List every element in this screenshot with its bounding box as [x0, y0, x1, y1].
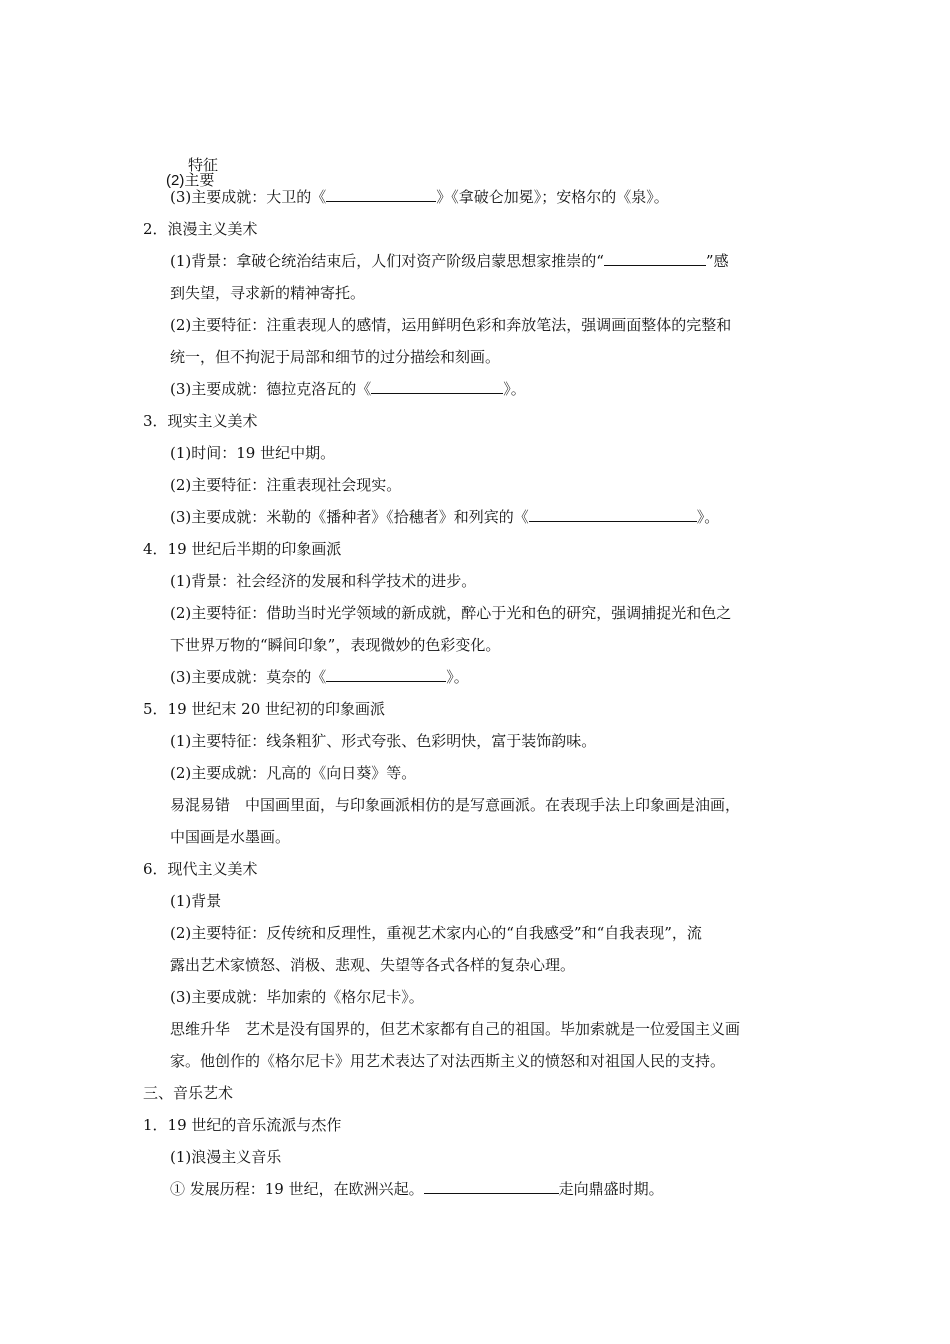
- section-2-title: 2．浪漫主义美术: [143, 220, 258, 238]
- s4-item-3-text-a: (3)主要成就：莫奈的《: [170, 668, 327, 686]
- s5-item-2: (2)主要成就：凡高的《向日葵》等。: [170, 764, 417, 782]
- s2-item-1-text-a: (1)背景：拿破仑统治结束后，人们对资产阶级启蒙思想家推崇的“: [170, 252, 604, 270]
- fragment-text-2: (2)主要: [166, 172, 215, 189]
- answer-blank[interactable]: [371, 379, 503, 394]
- s2-item-3-text-a: (3)主要成就：德拉克洛瓦的《: [170, 380, 372, 398]
- fragment-text-1: 特征: [188, 156, 219, 174]
- s4-item-2: (2)主要特征：借助当时光学领域的新成就，醉心于光和色的研究，强调捕捉光和色之: [170, 604, 732, 622]
- answer-blank[interactable]: [326, 667, 446, 682]
- s5-note-cont: 中国画是水墨画。: [170, 828, 291, 846]
- s3-item-3: [170, 507, 719, 527]
- answer-blank[interactable]: [424, 1179, 559, 1194]
- s5-note: 易混易错 中国画里面，与印象画派相仿的是写意画派。在表现手法上印象画是油画，: [170, 796, 741, 814]
- m1-item-1a-text-b: 走向鼎盛时期。: [558, 1180, 664, 1198]
- s6-note-cont: 家。他创作的《格尔尼卡》用艺术表达了对法西斯主义的愤怒和对祖国人民的支持。: [170, 1052, 726, 1070]
- s2-item-2-cont: 统一，但不拘泥于局部和细节的过分描绘和刻画。: [170, 348, 501, 366]
- s4-item-3-text-b: 》。: [446, 668, 469, 686]
- answer-blank[interactable]: [529, 507, 697, 522]
- m1-item-1a: [170, 1179, 664, 1199]
- section-6-title: 6．现代主义美术: [143, 860, 258, 878]
- m1-item-1a-text-a: ① 发展历程：19 世纪，在欧洲兴起。: [170, 1180, 424, 1198]
- section-4-title: 4．19 世纪后半期的印象画派: [143, 540, 342, 558]
- s1-item-3-text-b: 》《拿破仑加冕》；安格尔的《泉》。: [436, 188, 669, 206]
- m1-item-1: (1)浪漫主义音乐: [170, 1148, 282, 1166]
- s3-item-1: (1)时间：19 世纪中期。: [170, 444, 336, 462]
- section-3-title: 3．现实主义美术: [143, 412, 258, 430]
- s4-item-3: [170, 667, 469, 687]
- s2-item-3-text-b: 》。: [503, 380, 526, 398]
- s2-item-1: [170, 251, 729, 271]
- section-5-title: 5．19 世纪末 20 世纪初的印象画派: [143, 700, 386, 718]
- s6-note: 思维升华 艺术是没有国界的，但艺术家都有自己的祖国。毕加索就是一位爱国主义画: [170, 1020, 741, 1038]
- part-3-title: 三、音乐艺术: [143, 1084, 234, 1102]
- s2-item-1-cont: 到失望，寻求新的精神寄托。: [170, 284, 366, 302]
- s6-item-2: (2)主要特征：反传统和反理性，重视艺术家内心的“自我感受”和“自我表现”，流: [170, 924, 702, 942]
- s3-item-2: (2)主要特征：注重表现社会现实。: [170, 476, 402, 494]
- answer-blank[interactable]: [604, 251, 706, 266]
- s4-item-1: (1)背景：社会经济的发展和科学技术的进步。: [170, 572, 477, 590]
- s1-item-3-text-a: (3)主要成就：大卫的《: [170, 188, 327, 206]
- music-section-1-title: 1．19 世纪的音乐流派与杰作: [143, 1116, 342, 1134]
- s1-item-3: [170, 187, 669, 207]
- s4-item-2-cont: 下世界万物的“瞬间印象”，表现微妙的色彩变化。: [170, 636, 501, 654]
- s2-item-2: (2)主要特征：注重表现人的感情，运用鲜明色彩和奔放笔法，强调画面整体的完整和: [170, 316, 732, 334]
- answer-blank[interactable]: [326, 187, 436, 202]
- s3-item-3-text-b: 》。: [696, 508, 720, 526]
- s3-item-3-text-a: (3)主要成就：米勒的《播种者》《拾穗者》和列宾的《: [170, 508, 529, 526]
- s5-item-1: (1)主要特征：线条粗犷、形式夸张、色彩明快，富于装饰韵味。: [170, 732, 597, 750]
- s6-item-2-cont: 露出艺术家愤怒、消极、悲观、失望等各式各样的复杂心理。: [170, 956, 576, 974]
- s6-item-3: (3)主要成就：毕加索的《格尔尼卡》。: [170, 988, 424, 1006]
- s6-item-1: (1)背景: [170, 892, 222, 910]
- s2-item-1-text-b: ”感: [705, 252, 729, 270]
- s2-item-3: [170, 379, 526, 399]
